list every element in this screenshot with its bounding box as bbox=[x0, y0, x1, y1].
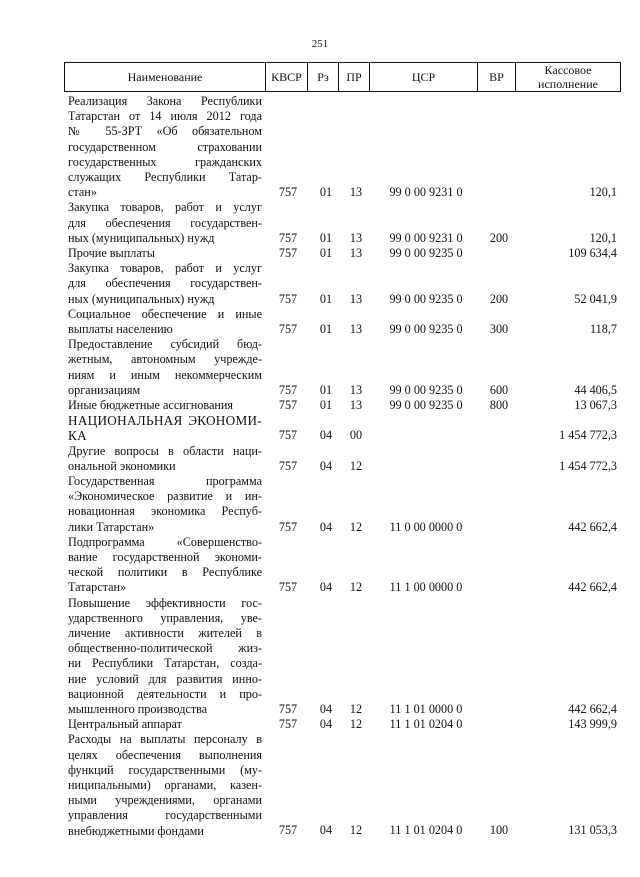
row-kvsr: 757 bbox=[278, 245, 298, 260]
row-kvsr: 757 bbox=[278, 321, 298, 336]
row-pr: 12 bbox=[349, 580, 363, 595]
row-sum: 118,7 bbox=[590, 321, 617, 336]
table-header bbox=[64, 62, 621, 92]
row-name bbox=[68, 261, 262, 307]
table-row bbox=[0, 200, 640, 246]
row-sum: 131 053,3 bbox=[568, 823, 617, 838]
table-row bbox=[0, 535, 640, 596]
row-name bbox=[68, 337, 262, 398]
row-kvsr: 757 bbox=[278, 382, 298, 397]
row-name-line: Татарстан» bbox=[68, 580, 127, 595]
row-csr: 99 0 00 9235 0 bbox=[389, 397, 463, 412]
row-name-line: ударственного управления, уве- bbox=[68, 610, 262, 625]
row-rz: 01 bbox=[319, 230, 333, 245]
row-name bbox=[68, 535, 262, 596]
row-name-line: Предоставление субсидий бюд- bbox=[68, 337, 262, 352]
row-name-line: КА bbox=[68, 428, 87, 444]
row-name bbox=[68, 717, 262, 732]
row-name-line: для обеспечения государствен- bbox=[68, 276, 262, 291]
table-body bbox=[0, 94, 640, 839]
row-name-line: Повышение эффективности гос- bbox=[68, 595, 262, 610]
row-vr: 100 bbox=[489, 823, 509, 838]
row-kvsr: 757 bbox=[278, 458, 298, 473]
row-rz: 01 bbox=[319, 382, 333, 397]
row-sum: 1 454 772,3 bbox=[559, 428, 617, 443]
row-rz: 04 bbox=[319, 717, 333, 732]
row-name-line: государственных гражданских bbox=[68, 154, 262, 169]
table-row bbox=[0, 413, 640, 443]
row-kvsr: 757 bbox=[278, 185, 298, 200]
row-csr: 11 1 01 0204 0 bbox=[389, 717, 463, 732]
table-row bbox=[0, 732, 640, 838]
row-name-line: функций государственными (му- bbox=[68, 762, 262, 777]
row-name-line: организациям bbox=[68, 382, 141, 397]
row-name-line: Закупка товаров, работ и услуг bbox=[68, 200, 262, 215]
row-csr: 11 0 00 0000 0 bbox=[389, 519, 463, 534]
table-row bbox=[0, 261, 640, 307]
row-pr: 12 bbox=[349, 458, 363, 473]
page-number: 251 bbox=[311, 38, 329, 50]
row-name-line: ческой политики в Республике bbox=[68, 565, 262, 580]
row-vr: 200 bbox=[489, 230, 509, 245]
row-name bbox=[68, 474, 262, 535]
row-name-line: Расходы на выплаты персоналу в bbox=[68, 732, 262, 747]
row-name-line: ниям и иным некоммерческим bbox=[68, 367, 262, 382]
row-name-line: Подпрограмма «Совершенство- bbox=[68, 534, 262, 549]
row-name-line: государственном страховании bbox=[68, 139, 262, 154]
table-row bbox=[0, 398, 640, 413]
row-csr: 11 1 01 0000 0 bbox=[389, 701, 463, 716]
row-name-line: Социальное обеспечение и иные bbox=[68, 306, 262, 321]
row-csr: 99 0 00 9231 0 bbox=[389, 230, 463, 245]
row-rz: 04 bbox=[319, 458, 333, 473]
row-rz: 04 bbox=[319, 823, 333, 838]
row-rz: 01 bbox=[319, 397, 333, 412]
row-sum: 442 662,4 bbox=[568, 701, 617, 716]
row-name bbox=[68, 200, 262, 246]
row-name bbox=[68, 596, 262, 718]
row-name bbox=[68, 413, 262, 443]
row-kvsr: 757 bbox=[278, 397, 298, 412]
row-pr: 13 bbox=[349, 230, 363, 245]
row-pr: 13 bbox=[349, 185, 363, 200]
row-name-line: вание государственной экономи- bbox=[68, 549, 262, 564]
row-rz: 04 bbox=[319, 701, 333, 716]
row-name-line: ни Республики Татарстан, созда- bbox=[68, 656, 262, 671]
row-pr: 13 bbox=[349, 397, 363, 412]
row-name-line: стан» bbox=[68, 185, 97, 200]
row-kvsr: 757 bbox=[278, 717, 298, 732]
table-row bbox=[0, 444, 640, 474]
row-kvsr: 757 bbox=[278, 519, 298, 534]
row-name-line: ных (муниципальных) нужд bbox=[68, 230, 215, 245]
row-name bbox=[68, 398, 262, 413]
row-kvsr: 757 bbox=[278, 580, 298, 595]
row-sum: 109 634,4 bbox=[568, 245, 617, 260]
row-pr: 13 bbox=[349, 291, 363, 306]
table-row bbox=[0, 337, 640, 398]
row-name-line: Татарстан от 14 июля 2012 года bbox=[68, 109, 262, 124]
row-sum: 442 662,4 bbox=[568, 519, 617, 534]
row-name-line: Центральный аппарат bbox=[68, 717, 182, 732]
row-sum: 13 067,3 bbox=[574, 397, 617, 412]
header-name: Наименование bbox=[65, 63, 266, 91]
row-name-line: Государственная программа bbox=[68, 473, 262, 488]
row-name-line: Иные бюджетные ассигнования bbox=[68, 397, 234, 412]
row-name bbox=[68, 94, 262, 200]
row-pr: 12 bbox=[349, 823, 363, 838]
row-name bbox=[68, 444, 262, 474]
row-vr: 600 bbox=[489, 382, 509, 397]
row-name-line: № 55-ЗРТ «Об обязательном bbox=[68, 124, 262, 139]
table-row bbox=[0, 474, 640, 535]
row-name-line: выплаты населению bbox=[68, 321, 173, 336]
header-pr: ПР bbox=[339, 63, 370, 91]
row-rz: 04 bbox=[319, 519, 333, 534]
row-csr: 11 1 01 0204 0 bbox=[389, 823, 463, 838]
row-sum: 442 662,4 bbox=[568, 580, 617, 595]
table-row bbox=[0, 717, 640, 732]
row-name-line: ных (муниципальных) нужд bbox=[68, 291, 215, 306]
row-sum: 143 999,9 bbox=[568, 717, 617, 732]
row-name-line: мышленного производства bbox=[68, 701, 208, 716]
row-csr: 11 1 00 0000 0 bbox=[389, 580, 463, 595]
row-name-line: Другие вопросы в области наци- bbox=[68, 443, 262, 458]
row-pr: 12 bbox=[349, 701, 363, 716]
row-name-line: Прочие выплаты bbox=[68, 245, 155, 260]
row-name-line: Реализация Закона Республики bbox=[68, 94, 262, 108]
header-kvsr: КВСР bbox=[266, 63, 308, 91]
row-kvsr: 757 bbox=[278, 823, 298, 838]
row-name-line: новационная экономика Респуб- bbox=[68, 504, 262, 519]
row-csr: 99 0 00 9235 0 bbox=[389, 382, 463, 397]
row-name-line: «Экономическое развитие и ин- bbox=[68, 489, 262, 504]
row-csr: 99 0 00 9235 0 bbox=[389, 245, 463, 260]
row-pr: 12 bbox=[349, 519, 363, 534]
row-sum: 1 454 772,3 bbox=[559, 458, 617, 473]
row-sum: 44 406,5 bbox=[574, 382, 617, 397]
row-vr: 300 bbox=[489, 321, 509, 336]
header-csr: ЦСР bbox=[370, 63, 478, 91]
row-name-line: жетным, автономным учрежде- bbox=[68, 352, 262, 367]
row-name-line: личение активности жителей в bbox=[68, 625, 262, 640]
row-name-line: лики Татарстан» bbox=[68, 519, 155, 534]
row-name-line: внебюджетными фондами bbox=[68, 823, 204, 838]
row-name bbox=[68, 732, 262, 838]
row-pr: 13 bbox=[349, 382, 363, 397]
header-rz: Рз bbox=[308, 63, 339, 91]
row-name-line: Закупка товаров, работ и услуг bbox=[68, 261, 262, 276]
table-row bbox=[0, 94, 640, 200]
table-row bbox=[0, 246, 640, 261]
row-sum: 120,1 bbox=[589, 185, 617, 200]
row-csr: 99 0 00 9235 0 bbox=[389, 291, 463, 306]
row-rz: 01 bbox=[319, 185, 333, 200]
row-name-line: ниципальными) органами, казен- bbox=[68, 777, 262, 792]
row-name-line: ональной экономики bbox=[68, 458, 176, 473]
row-rz: 01 bbox=[319, 291, 333, 306]
header-sum: Кассовое исполнение bbox=[538, 63, 598, 91]
row-vr: 200 bbox=[489, 291, 509, 306]
row-name-line: управления государственными bbox=[68, 808, 262, 823]
row-name-line: служащих Республики Татар- bbox=[68, 170, 262, 185]
row-vr: 800 bbox=[489, 397, 509, 412]
row-rz: 04 bbox=[319, 580, 333, 595]
row-kvsr: 757 bbox=[278, 230, 298, 245]
row-name bbox=[68, 246, 262, 261]
row-rz: 01 bbox=[319, 321, 333, 336]
row-name-line: НАЦИОНАЛЬНАЯ ЭКОНОМИ- bbox=[68, 413, 262, 429]
row-kvsr: 757 bbox=[278, 701, 298, 716]
row-kvsr: 757 bbox=[278, 291, 298, 306]
table-row bbox=[0, 596, 640, 718]
row-pr: 00 bbox=[349, 428, 363, 443]
row-csr: 99 0 00 9235 0 bbox=[389, 321, 463, 336]
row-rz: 01 bbox=[319, 245, 333, 260]
row-sum: 120,1 bbox=[589, 230, 617, 245]
row-sum: 52 041,9 bbox=[574, 291, 617, 306]
row-rz: 04 bbox=[319, 428, 333, 443]
row-name-line: целях обеспечения выполнения bbox=[68, 747, 262, 762]
row-name-line: ными учреждениями, органами bbox=[68, 793, 262, 808]
table-row bbox=[0, 307, 640, 337]
row-name-line: вационной деятельности и про- bbox=[68, 686, 262, 701]
row-name-line: общественно-политической жиз- bbox=[68, 641, 262, 656]
row-kvsr: 757 bbox=[278, 428, 298, 443]
row-pr: 13 bbox=[349, 245, 363, 260]
row-pr: 12 bbox=[349, 717, 363, 732]
row-name-line: для обеспечения государствен- bbox=[68, 215, 262, 230]
row-pr: 13 bbox=[349, 321, 363, 336]
row-name bbox=[68, 307, 262, 337]
header-vr: ВР bbox=[478, 63, 516, 91]
row-csr: 99 0 00 9231 0 bbox=[389, 185, 463, 200]
row-name-line: ние условий для развития инно- bbox=[68, 671, 262, 686]
